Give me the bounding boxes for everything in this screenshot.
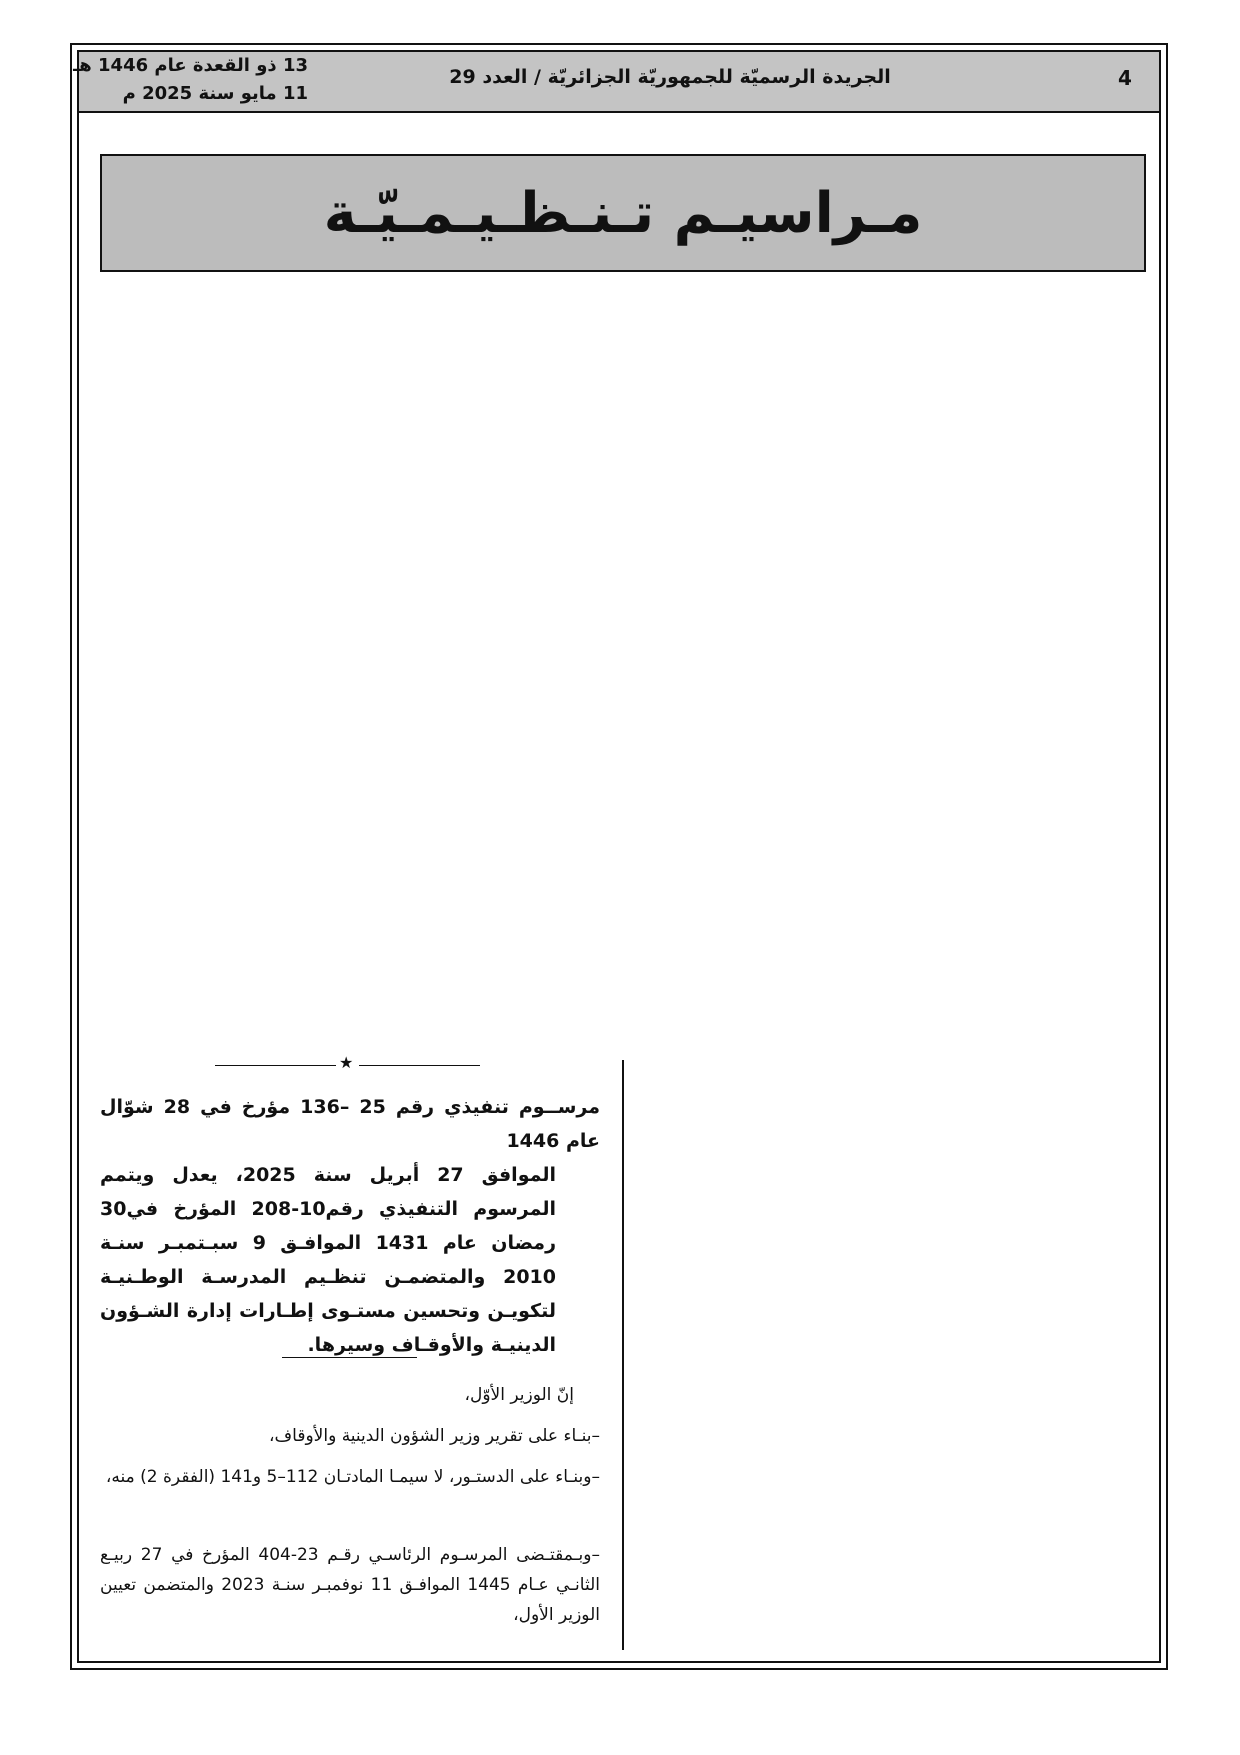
decree-paragraph: –بنـاء على تقرير وزير الشؤون الدينية والأوقاف،: [269, 1426, 600, 1446]
page-number: 4: [1118, 66, 1132, 90]
star-icon: ★: [339, 1053, 354, 1072]
decree-paragraph: –وبنـاء على الدستـور، لا سيمـا المادتـان 112–5 و141 (الفقرة 2) منه،: [105, 1467, 600, 1487]
decree-paragraph: إنّ الوزير الأوّل،: [464, 1385, 574, 1405]
separator-star-rule: [215, 1053, 480, 1073]
date-gregorian: 11 مايو سنة 2025 م: [122, 83, 308, 104]
decree-paragraph: –وبـمقتـضى المرسـوم الرئاسـي رقـم 23-404 المؤرخ في 27 ربيـع الثانـي عـام 1445 الموافـق 11 نوفمبـر سنـة 2023 والمتضمن تعيين الوزير الأول،: [100, 1545, 600, 1625]
section-title: مـراسيـم تـنـظـيـمـيّـة: [323, 180, 923, 246]
journal-title: الجريدة الرسميّة للجمهوريّة الجزائريّة / العدد 29: [449, 66, 891, 88]
decree-title: [100, 1090, 600, 1362]
decree-title-first-line: مرســوم تنفيذي رقم 25 –136 مؤرخ في 28 شوّال عام 1446: [100, 1096, 600, 1152]
date-hijri: 13 ذو القعدة عام 1446 هـ: [73, 55, 308, 76]
separator-rule: [282, 1357, 417, 1358]
rule-line-left: [215, 1065, 336, 1066]
section-heading-box: [100, 154, 1146, 272]
column-divider: [622, 1060, 624, 1650]
decree-title-continuation: الموافق 27 أبريل سنة 2025، يعدل ويتمم المرسوم التنفيذي رقم10-208 المؤرخ في30 رمضان عام 1431 الموافـق 9 سبـتمبـر سنـة 2010 والمتضمـن تنظـيم المدرسـة الوطـنيـة لتكويـن وتحسين مستـوى إطـارات إدارة الشـؤون الدينيـة والأوقـاف وسيرها.: [100, 1164, 557, 1356]
rule-line-right: [359, 1065, 480, 1066]
